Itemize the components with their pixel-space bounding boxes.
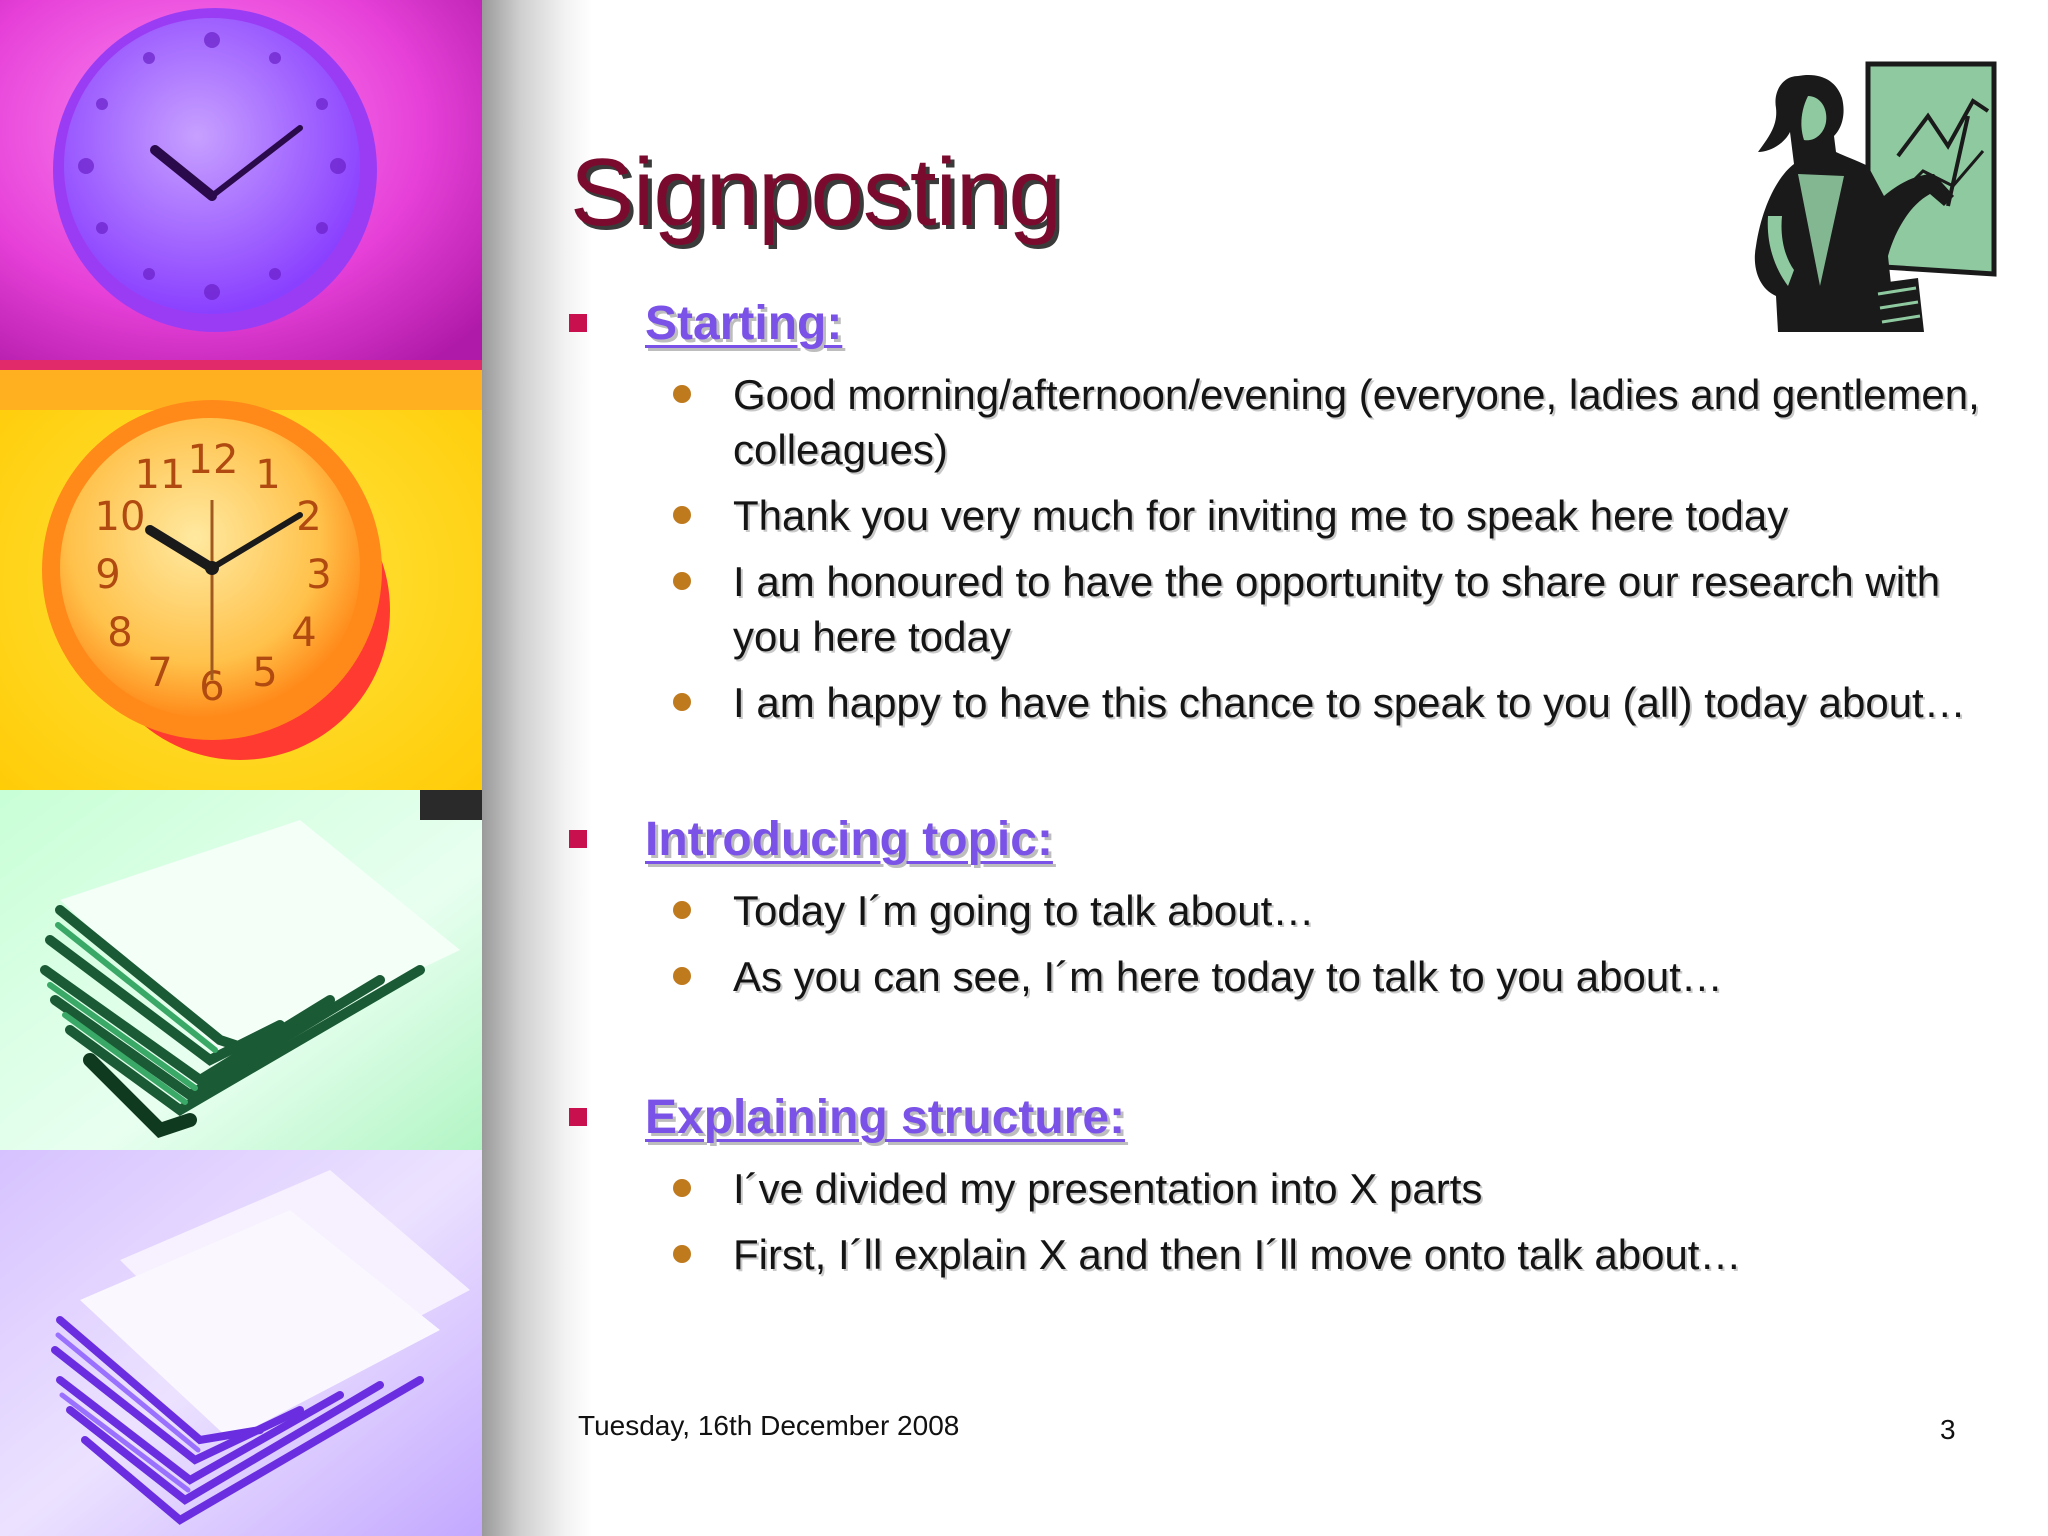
- list-item-text: I am honoured to have the opportunity to share our research with you here today: [733, 558, 1941, 660]
- clock-numeral: 3: [306, 552, 332, 598]
- slide-content: [565, 292, 1985, 1282]
- list-item: [565, 675, 1985, 730]
- list-item: [565, 488, 1985, 543]
- list-item: [565, 367, 1985, 477]
- clock-numeral: 1: [255, 452, 281, 498]
- list-item-text: Today I´m going to talk about…: [733, 887, 1315, 934]
- square-bullet-icon: [569, 830, 587, 848]
- list-item: [565, 1227, 1985, 1282]
- clock-numeral: 7: [147, 650, 173, 696]
- section-heading-row: [565, 292, 1985, 356]
- round-bullet-icon: [673, 901, 691, 919]
- square-bullet-icon: [569, 1108, 587, 1126]
- section-heading[interactable]: Introducing topic:: [645, 813, 1053, 866]
- section-explaining-structure: [565, 1086, 1985, 1282]
- round-bullet-icon: [673, 385, 691, 403]
- clock-numeral: 12: [187, 437, 239, 483]
- slide-number: 3: [1940, 1414, 1956, 1445]
- magenta-clock-image: [0, 0, 482, 370]
- list-item-text: Thank you very much for inviting me to speak here today: [733, 492, 1789, 539]
- orange-clock-image: [0, 370, 482, 790]
- section-heading-row: [565, 1086, 1985, 1150]
- purple-papers-image: [0, 1150, 482, 1536]
- footer-date: Tuesday, 16th December 2008: [578, 1410, 960, 1441]
- bullet-list: [565, 367, 1985, 730]
- clock-numeral: 8: [107, 610, 133, 656]
- round-bullet-icon: [673, 506, 691, 524]
- list-item-text: Good morning/afternoon/evening (everyone, ladies and gentlemen, colleagues): [733, 371, 1980, 473]
- section-heading[interactable]: Starting:: [645, 297, 843, 350]
- round-bullet-icon: [673, 1179, 691, 1197]
- bullet-list: [565, 883, 1985, 1004]
- clock-numeral: 6: [199, 664, 225, 710]
- clock-numeral: 2: [296, 494, 322, 540]
- bullet-list: [565, 1161, 1985, 1282]
- clock-numeral: 11: [134, 452, 186, 498]
- round-bullet-icon: [673, 693, 691, 711]
- list-item: [565, 1161, 1985, 1216]
- clock-numeral: 9: [95, 552, 121, 598]
- slide-title: Signposting: [570, 139, 1061, 246]
- section-heading[interactable]: Explaining structure:: [645, 1091, 1126, 1144]
- list-item-text: As you can see, I´m here today to talk to you about…: [733, 953, 1723, 1000]
- clock-numeral: 5: [252, 650, 278, 696]
- list-item: [565, 554, 1985, 664]
- square-bullet-icon: [569, 314, 587, 332]
- list-item-text: I´ve divided my presentation into X parts: [733, 1165, 1483, 1212]
- clock-numeral: 4: [291, 610, 317, 656]
- list-item-text: I am happy to have this chance to speak to you (all) today about…: [733, 679, 1966, 726]
- section-heading-row: [565, 808, 1985, 872]
- round-bullet-icon: [673, 1245, 691, 1263]
- list-item-text: First, I´ll explain X and then I´ll move onto talk about…: [733, 1231, 1742, 1278]
- round-bullet-icon: [673, 967, 691, 985]
- list-item: [565, 949, 1985, 1004]
- list-item: [565, 883, 1985, 938]
- section-introducing-topic: [565, 808, 1985, 1004]
- green-papers-image: [0, 790, 482, 1150]
- section-starting: [565, 292, 1985, 730]
- decorative-photo-strip: [0, 0, 482, 1536]
- clock-numeral: 10: [94, 494, 146, 540]
- round-bullet-icon: [673, 572, 691, 590]
